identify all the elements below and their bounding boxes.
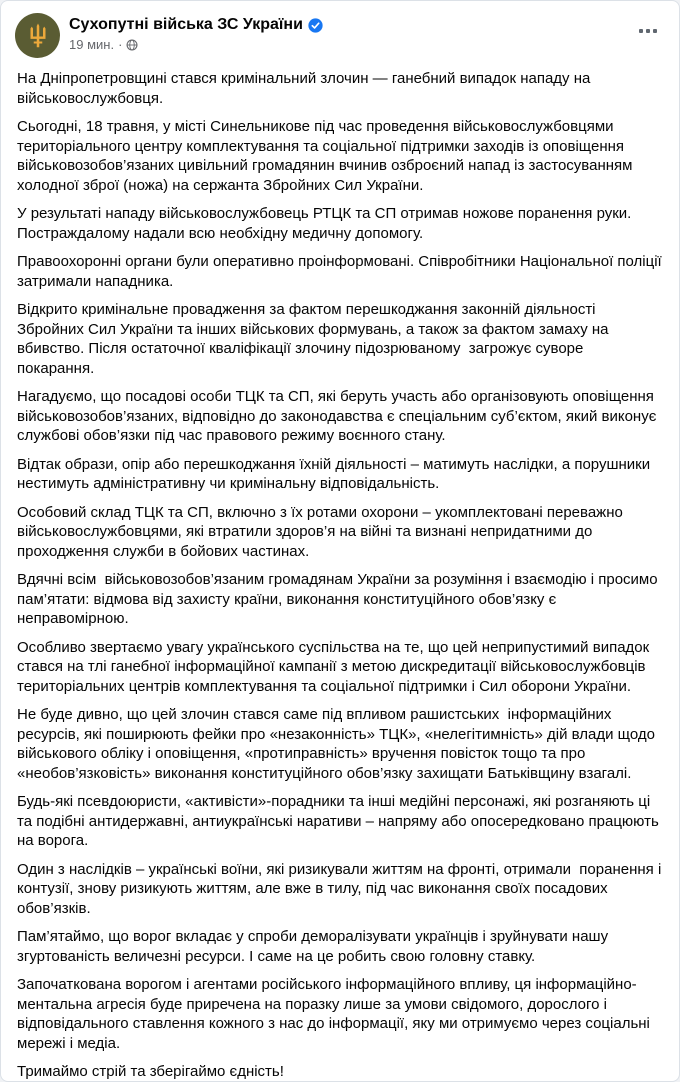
- post-paragraph: Особливо звертаємо увагу українського суспільства на те, що цей неприпустимий випадок стався на тлі ганебної інформаційної кампанії з метою дискредитації військовослужбовців територіальних центрів комплектування та соціальної підтримки і Сил оборони України.: [17, 638, 654, 695]
- verified-badge-icon: [308, 18, 323, 33]
- post-paragraph: Сьогодні, 18 травня, у місті Синельникове під час проведення військовослужбовцями територіального центру комплектування та соціальної підтримки заходів із оповіщення військовозобов’язаних цивільний громадянин вчинив озброєний напад із застосуванням холодної зброї (ножа) на сержанта Збройних Сил України.: [17, 118, 637, 194]
- trident-icon: [23, 21, 53, 51]
- post-meta-row: [69, 37, 633, 53]
- post-paragraph: На Дніпропетровщині стався кримінальний злочин — ганебний випадок нападу на військовослужбовця.: [17, 70, 595, 107]
- post-paragraph: Започаткована ворогом і агентами російського інформаційного впливу, ця інформаційно-ментальна агресія буде приречена на поразку лише за умови свідомого, дорослого і відповідального ставлення кожного з нас до інформації, яку ми отримуємо через соціальні мережі і медіа.: [17, 976, 655, 1052]
- more-options-button[interactable]: [633, 19, 663, 43]
- post-paragraph: Вдячні всім військовозобов’язаним громадянам України за розуміння і взаємодію і просимо пам’ятати: відмова від захисту країни, виконання конституційного обов’язку є неправомірною.: [17, 571, 662, 627]
- three-dots-more-icon: [639, 29, 643, 33]
- page-name-link[interactable]: Сухопутні війська ЗС України: [69, 16, 303, 33]
- post-paragraph: У результаті нападу військовослужбовець РТЦК та СП отримав ножове поранення руки. Постраждалому надали всю необхідну медичну допомогу.: [17, 205, 636, 242]
- post-content: [1, 58, 679, 1082]
- post-header-meta: [69, 13, 633, 53]
- page-avatar[interactable]: [15, 13, 60, 58]
- post-paragraph: Особовий склад ТЦК та СП, включно з їх ротами охорони – укомплектовані переважно військовослужбовцями, які втратили здоров’я на війні та визнані непридатними до проходження служби в бойових частинах.: [17, 503, 627, 560]
- meta-separator: ·: [118, 37, 123, 52]
- post-paragraph: Не буде дивно, що цей злочин стався саме під впливом рашистських інформаційних ресурсів, які поширюють фейки про «незаконність» ТЦК», «нелегітимність» дій влади щодо військового обліку і оповіщення, «протиправність» вручення повісток тощо та про «необов’язковість» виконання конституційного обов’язку захищати Батьківщину взагалі.: [17, 706, 660, 782]
- post-paragraph: Відтак образи, опір або перешкоджання їхній діяльності – матимуть наслідки, а порушники нестимуть адміністративну чи кримінальну відповідальність.: [17, 455, 655, 492]
- post-paragraph: Будь-які псевдоюристи, «активісти»-порадники та інші медійні персонажі, які розганяють ці та подібні антидержавні, антиукраїнські наративи – напряму або опосередковано працюють на ворога.: [17, 793, 663, 849]
- post-paragraph: Тримаймо стрій та зберігаймо єдність!: [17, 1063, 284, 1080]
- post-paragraph: Нагадуємо, що посадові особи ТЦК та СП, які беруть участь або організовують оповіщення військовозобов’язаних, відповідно до законодавства є спеціальним суб’єктом, який виконує службові обов’язки під час правового режиму воєнного стану.: [17, 388, 661, 444]
- post-paragraph: Пам’ятаймо, що ворог вкладає у спроби деморалізувати українців і зруйнувати нашу згуртованість величезні ресурси. І саме на це робить свою головну ставку.: [17, 928, 613, 965]
- post-paragraph: Відкрито кримінальне провадження за фактом перешкоджання законній діяльності Збройних Сил України та інших військових формувань, а також за фактом замаху на вбивство. Після остаточної кваліфікації злочину підозрюваному загрожує суворе покарання.: [17, 301, 613, 377]
- post-paragraph: Правоохоронні органи були оперативно проінформовані. Співробітники Національної поліції затримали нападника.: [17, 253, 666, 290]
- timestamp-link[interactable]: 19 мин.: [69, 37, 115, 52]
- post-header: [1, 1, 679, 58]
- globe-privacy-icon: [126, 39, 138, 51]
- post-paragraph: Один з наслідків – українські воїни, які ризикували життям на фронті, отримали поранення і контузії, знову ризикують життям, але вже в тилу, під час виконання своїх посадових обов’язків.: [17, 860, 666, 917]
